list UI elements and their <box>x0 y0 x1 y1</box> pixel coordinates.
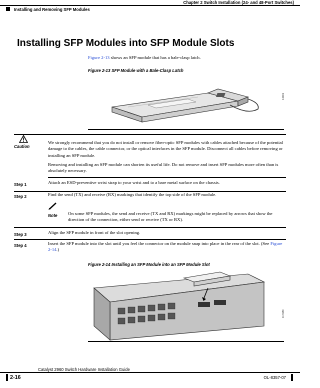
figure-2-14-link[interactable]: Figure 2-14 <box>48 241 283 253</box>
intro-paragraph: Figure 2-13 shows an SFP module that has a bale-clasp latch. <box>88 55 201 60</box>
footer-title: Catalyst 2960 Switch Hardware Installation Guide <box>38 367 130 372</box>
step-4-label: Step 4 <box>14 243 27 248</box>
footer-marker-left <box>6 374 8 381</box>
step-3-label: Step 3 <box>14 232 27 237</box>
figure-2-14-id: 117080 <box>282 309 285 318</box>
step-2-text: Find the send (TX) and receive (RX) markings that identify the top side of the SFP module. <box>48 192 217 197</box>
step-1-text: Attach an ESD-preventive wrist strap to your wrist and to a bare metal surface on the chassis. <box>48 180 220 185</box>
figure-2-13 <box>88 75 284 130</box>
figure-2-14-caption: Figure 2-14 Installing an SFP Module into an SFP Module Slot <box>88 262 210 267</box>
step-4-text: Insert the SFP module into the slot until you feel the connector on the module snap into place in the rear of the slot. (See Figure 2-14.) <box>48 241 283 253</box>
step-1-label: Step 1 <box>14 182 27 187</box>
figure-2-13-caption: Figure 2-13 SFP Module with a Bale-Clasp Latch <box>88 68 184 73</box>
note-pencil-icon <box>48 202 58 210</box>
step-2-rule <box>14 227 286 228</box>
chapter-header: Chapter 2 Switch Installation (24- and 48-Port Switches) <box>183 0 294 5</box>
caution-paragraph-1: We strongly recommend that you do not install or remove fiber-optic SFP modules with cables attached because of the potential damage to the cables, the cable connector, or the optical interfaces in the SFP module. Disconnect all cables before removing or installing an SFP module. <box>48 140 283 158</box>
document-number: OL-8357-07 <box>263 375 286 380</box>
header-rule <box>0 5 300 6</box>
caution-label: Caution <box>14 144 30 149</box>
figure-2-13-link[interactable]: Figure 2-13 <box>88 55 110 60</box>
section-header: Installing and Removing SFP Modules <box>14 7 90 12</box>
step-2-label: Step 2 <box>14 194 27 199</box>
step-3-text: Align the SFP module in front of the slot opening. <box>48 230 141 235</box>
step-3-rule <box>14 239 286 240</box>
footer-marker-right <box>291 374 293 381</box>
header-marker <box>6 7 10 11</box>
page-title: Installing SFP Modules into SFP Module Slots <box>17 38 235 49</box>
caution-bottom-rule <box>48 177 286 178</box>
caution-triangle-icon <box>19 135 28 143</box>
figure-2-13-id: 14001 <box>282 92 285 100</box>
figure-2-14 <box>88 268 284 342</box>
caution-top-rule <box>14 134 286 135</box>
caution-paragraph-2: Removing and installing an SFP module can shorten its useful life. Do not remove and insert SFP modules more often than is absolutely necessary. <box>48 162 279 174</box>
page-number: 2-16 <box>10 375 21 381</box>
sfp-insert-illustration <box>88 268 284 342</box>
note-label: Note <box>48 213 58 218</box>
note-text: On some SFP modules, the send and receive (TX and RX) markings might be replaced by arrows that show the direction of the connection, either send or receive (TX or RX). <box>68 211 273 223</box>
sfp-module-illustration <box>88 75 284 130</box>
footer-rule <box>0 372 300 373</box>
